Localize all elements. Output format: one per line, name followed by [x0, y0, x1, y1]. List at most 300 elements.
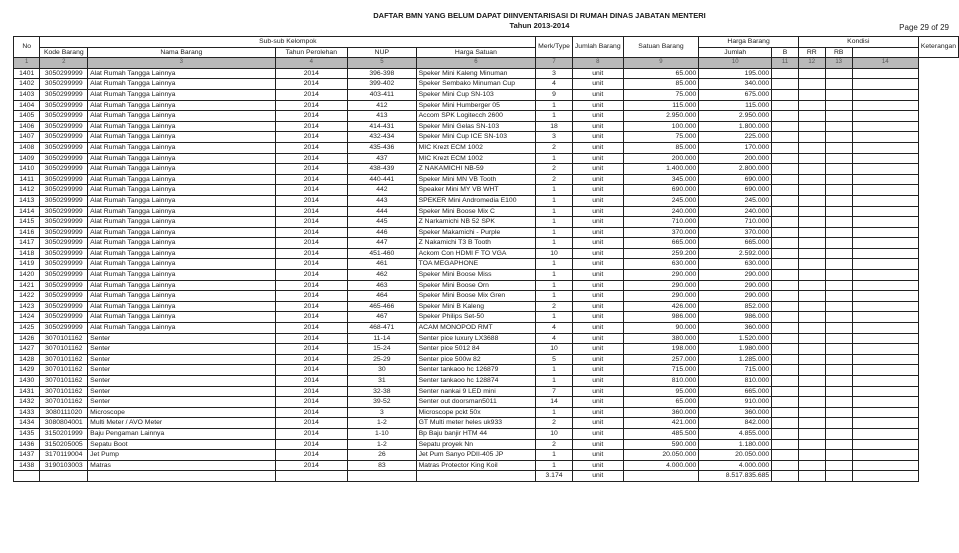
harga-satuan-cell: 421.000: [623, 418, 699, 429]
jumlah-barang-cell: 1: [536, 206, 573, 217]
table-row: [14, 185, 959, 196]
table-row: [14, 217, 959, 228]
kondisi-b-cell: [772, 195, 799, 206]
jumlah-barang-cell: 10: [536, 428, 573, 439]
jumlah-harga-cell: 240.000: [699, 206, 772, 217]
nup-cell: 3: [348, 407, 417, 418]
jumlah-harga-cell: 360.000: [699, 407, 772, 418]
kondisi-rr-cell: [798, 450, 825, 461]
empty-cell: [88, 471, 275, 482]
keterangan-cell: [852, 238, 918, 249]
harga-satuan-cell: 90.000: [623, 323, 699, 334]
satuan-barang-cell: unit: [572, 217, 623, 228]
jumlah-barang-cell: 1: [536, 407, 573, 418]
satuan-barang-cell: unit: [572, 153, 623, 164]
jumlah-harga-cell: 665.000: [699, 238, 772, 249]
satuan-barang-cell: unit: [572, 428, 623, 439]
keterangan-cell: [852, 217, 918, 228]
jumlah-barang-cell: 2: [536, 164, 573, 175]
header-merk-type: Merk/Type: [536, 37, 573, 58]
kondisi-rb-cell: [825, 323, 852, 334]
kode-barang-cell: 3050299999: [40, 121, 88, 132]
jumlah-barang-cell: 1: [536, 270, 573, 281]
column-index: 4: [275, 58, 348, 69]
jumlah-harga-cell: 2.800.000: [699, 164, 772, 175]
jumlah-harga-cell: 195.000: [699, 68, 772, 79]
nama-barang-cell: Alat Rumah Tangga Lainnya: [88, 142, 275, 153]
kondisi-rr-cell: [798, 206, 825, 217]
nama-barang-cell: Alat Rumah Tangga Lainnya: [88, 280, 275, 291]
satuan-barang-cell: unit: [572, 185, 623, 196]
merk-type-cell: Sepatu proyek Nn: [416, 439, 536, 450]
jumlah-barang-cell: 1: [536, 460, 573, 471]
jumlah-harga-cell: 630.000: [699, 259, 772, 270]
jumlah-harga-cell: 4.855.000: [699, 428, 772, 439]
satuan-barang-cell: unit: [572, 291, 623, 302]
merk-type-cell: SPEKER Mini Andromedia E100: [416, 195, 536, 206]
satuan-barang-cell: unit: [572, 100, 623, 111]
keterangan-cell: [852, 164, 918, 175]
row-no-cell: 1425: [14, 323, 40, 334]
keterangan-cell: [852, 418, 918, 429]
table-row: [14, 227, 959, 238]
table-row: [14, 301, 959, 312]
kondisi-rr-cell: [798, 89, 825, 100]
kondisi-b-cell: [772, 376, 799, 387]
kondisi-rb-cell: [825, 89, 852, 100]
harga-satuan-cell: 85.000: [623, 142, 699, 153]
kondisi-b-cell: [772, 407, 799, 418]
kondisi-rb-cell: [825, 227, 852, 238]
kondisi-rr-cell: [798, 301, 825, 312]
kode-barang-cell: 3070101162: [40, 397, 88, 408]
kondisi-rb-cell: [825, 365, 852, 376]
merk-type-cell: Speaker Mini MY VB WHT: [416, 185, 536, 196]
satuan-barang-cell: unit: [572, 397, 623, 408]
tahun-perolehan-cell: 2014: [275, 397, 348, 408]
jumlah-barang-cell: 1: [536, 259, 573, 270]
merk-type-cell: Senter pice luxury LX3688: [416, 333, 536, 344]
nama-barang-cell: Alat Rumah Tangga Lainnya: [88, 291, 275, 302]
keterangan-cell: [852, 89, 918, 100]
merk-type-cell: Speker Mini Kaleng Minuman: [416, 68, 536, 79]
kondisi-rb-cell: [825, 460, 852, 471]
row-no-cell: 1418: [14, 248, 40, 259]
merk-type-cell: Senter tankaoo hc 128874: [416, 376, 536, 387]
kondisi-rb-cell: [825, 301, 852, 312]
kode-barang-cell: 3050299999: [40, 227, 88, 238]
tahun-perolehan-cell: 2014: [275, 354, 348, 365]
table-row: [14, 89, 959, 100]
nama-barang-cell: Alat Rumah Tangga Lainnya: [88, 301, 275, 312]
kondisi-rb-cell: [825, 174, 852, 185]
jumlah-barang-cell: 10: [536, 248, 573, 259]
kondisi-b-cell: [772, 121, 799, 132]
jumlah-barang-cell: 1: [536, 185, 573, 196]
satuan-barang-cell: unit: [572, 344, 623, 355]
harga-satuan-cell: 95.000: [623, 386, 699, 397]
header-kondisi-b: B: [772, 47, 799, 58]
harga-satuan-cell: 257.000: [623, 354, 699, 365]
harga-satuan-cell: 345.000: [623, 174, 699, 185]
merk-type-cell: Z Narkamichi NB 52 SPK: [416, 217, 536, 228]
kondisi-b-cell: [772, 111, 799, 122]
harga-satuan-cell: 75.000: [623, 89, 699, 100]
keterangan-cell: [852, 386, 918, 397]
kode-barang-cell: 3150201999: [40, 428, 88, 439]
kondisi-rb-cell: [825, 79, 852, 90]
nup-cell: 399-402: [348, 79, 417, 90]
table-row: [14, 460, 959, 471]
nama-barang-cell: Alat Rumah Tangga Lainnya: [88, 238, 275, 249]
row-no-cell: 1415: [14, 217, 40, 228]
keterangan-cell: [852, 111, 918, 122]
header-harga-barang: Harga Barang: [699, 37, 798, 48]
keterangan-cell: [852, 280, 918, 291]
kondisi-rr-cell: [798, 280, 825, 291]
satuan-barang-cell: unit: [572, 68, 623, 79]
row-no-cell: 1437: [14, 450, 40, 461]
header-tahun-perolehan: Tahun Perolehan: [275, 47, 348, 58]
nup-cell: 438-439: [348, 164, 417, 175]
nama-barang-cell: Multi Meter / AVO Meter: [88, 418, 275, 429]
jumlah-barang-cell: 9: [536, 89, 573, 100]
table-body: [14, 58, 959, 482]
jumlah-barang-cell: 5: [536, 354, 573, 365]
jumlah-harga-cell: 115.000: [699, 100, 772, 111]
jumlah-barang-cell: 1: [536, 153, 573, 164]
keterangan-cell: [852, 344, 918, 355]
nup-cell: 464: [348, 291, 417, 302]
tahun-perolehan-cell: 2014: [275, 386, 348, 397]
jumlah-harga-cell: 340.000: [699, 79, 772, 90]
nup-cell: 465-466: [348, 301, 417, 312]
jumlah-harga-cell: 910.000: [699, 397, 772, 408]
nup-cell: 467: [348, 312, 417, 323]
nama-barang-cell: Alat Rumah Tangga Lainnya: [88, 259, 275, 270]
column-index: 13: [825, 58, 852, 69]
merk-type-cell: Speker Mini Boose Mix Gren: [416, 291, 536, 302]
merk-type-cell: Jet Pum Sanyo PDII-405 JP: [416, 450, 536, 461]
kondisi-rr-cell: [798, 100, 825, 111]
keterangan-cell: [852, 407, 918, 418]
keterangan-cell: [852, 354, 918, 365]
table-row: [14, 111, 959, 122]
jumlah-harga-cell: 170.000: [699, 142, 772, 153]
table-row: [14, 312, 959, 323]
satuan-barang-cell: unit: [572, 89, 623, 100]
kondisi-b-cell: [772, 174, 799, 185]
kondisi-rr-cell: [798, 344, 825, 355]
tahun-perolehan-cell: 2014: [275, 100, 348, 111]
kondisi-rb-cell: [825, 132, 852, 143]
table-row: [14, 79, 959, 90]
table-row: [14, 206, 959, 217]
kondisi-rr-cell: [798, 312, 825, 323]
nama-barang-cell: Alat Rumah Tangga Lainnya: [88, 248, 275, 259]
kondisi-rr-cell: [798, 428, 825, 439]
nup-cell: 11-14: [348, 333, 417, 344]
kondisi-b-cell: [772, 185, 799, 196]
row-no-cell: 1408: [14, 142, 40, 153]
jumlah-harga-cell: 842.000: [699, 418, 772, 429]
merk-type-cell: Speker Mini Boose Mix C: [416, 206, 536, 217]
kondisi-rr-cell: [798, 217, 825, 228]
nup-cell: 412: [348, 100, 417, 111]
harga-satuan-cell: 715.000: [623, 365, 699, 376]
keterangan-cell: [852, 121, 918, 132]
kondisi-rb-cell: [825, 195, 852, 206]
kondisi-rb-cell: [825, 142, 852, 153]
nama-barang-cell: Alat Rumah Tangga Lainnya: [88, 217, 275, 228]
keterangan-cell: [852, 270, 918, 281]
nama-barang-cell: Alat Rumah Tangga Lainnya: [88, 121, 275, 132]
row-no-cell: 1409: [14, 153, 40, 164]
kondisi-rr-cell: [798, 291, 825, 302]
kondisi-b-cell: [772, 280, 799, 291]
kondisi-rb-cell: [825, 259, 852, 270]
merk-type-cell: Speker Mini Humberger 05: [416, 100, 536, 111]
document-subtitle-year: Tahun 2013-2014: [509, 21, 570, 30]
tahun-perolehan-cell: 2014: [275, 79, 348, 90]
satuan-barang-cell: unit: [572, 195, 623, 206]
jumlah-harga-cell: 290.000: [699, 270, 772, 281]
nup-cell: 440-441: [348, 174, 417, 185]
harga-satuan-cell: 426.000: [623, 301, 699, 312]
row-no-cell: 1428: [14, 354, 40, 365]
jumlah-harga-cell: 1.800.000: [699, 121, 772, 132]
tahun-perolehan-cell: 2014: [275, 132, 348, 143]
total-row: [14, 471, 959, 482]
harga-satuan-cell: 1.400.000: [623, 164, 699, 175]
tahun-perolehan-cell: 2014: [275, 68, 348, 79]
nama-barang-cell: Alat Rumah Tangga Lainnya: [88, 227, 275, 238]
merk-type-cell: Speker Mini Boose Miss: [416, 270, 536, 281]
jumlah-harga-cell: 2.592.000: [699, 248, 772, 259]
harga-satuan-cell: 690.000: [623, 185, 699, 196]
kondisi-b-cell: [772, 418, 799, 429]
kondisi-rb-cell: [825, 248, 852, 259]
table-row: [14, 280, 959, 291]
satuan-barang-cell: unit: [572, 248, 623, 259]
empty-cell: [623, 471, 699, 482]
kondisi-b-cell: [772, 270, 799, 281]
jumlah-barang-cell: 2: [536, 142, 573, 153]
kondisi-b-cell: [772, 89, 799, 100]
kondisi-rb-cell: [825, 217, 852, 228]
nup-cell: 432-434: [348, 132, 417, 143]
header-row-1: [14, 37, 959, 48]
jumlah-harga-cell: 715.000: [699, 365, 772, 376]
keterangan-cell: [852, 100, 918, 111]
tahun-perolehan-cell: 2014: [275, 238, 348, 249]
jumlah-harga-cell: 665.000: [699, 386, 772, 397]
nama-barang-cell: Alat Rumah Tangga Lainnya: [88, 323, 275, 334]
total-jumlah-barang: 3.174: [536, 471, 573, 482]
kode-barang-cell: 3070101162: [40, 354, 88, 365]
kondisi-b-cell: [772, 100, 799, 111]
jumlah-harga-cell: 200.000: [699, 153, 772, 164]
header-keterangan: Keterangan: [918, 37, 958, 58]
column-index: 6: [416, 58, 536, 69]
kondisi-rr-cell: [798, 397, 825, 408]
kode-barang-cell: 3070101162: [40, 376, 88, 387]
tahun-perolehan-cell: 2014: [275, 460, 348, 471]
satuan-barang-cell: unit: [572, 270, 623, 281]
keterangan-cell: [852, 153, 918, 164]
kondisi-rr-cell: [798, 227, 825, 238]
nup-cell: 1-10: [348, 428, 417, 439]
row-no-cell: 1435: [14, 428, 40, 439]
empty-cell: [40, 471, 88, 482]
header-jumlah-barang: Jumlah Barang: [572, 37, 623, 58]
nama-barang-cell: Baju Pengaman Lainnya: [88, 428, 275, 439]
table-row: [14, 323, 959, 334]
tahun-perolehan-cell: 2014: [275, 323, 348, 334]
nup-cell: 468-471: [348, 323, 417, 334]
nup-cell: 30: [348, 365, 417, 376]
jumlah-harga-cell: 370.000: [699, 227, 772, 238]
jumlah-barang-cell: 1: [536, 280, 573, 291]
kondisi-b-cell: [772, 259, 799, 270]
jumlah-harga-cell: 4.000.000: [699, 460, 772, 471]
column-index-row: [14, 58, 959, 69]
jumlah-barang-cell: 1: [536, 217, 573, 228]
header-nama-barang: Nama Barang: [88, 47, 275, 58]
nup-cell: 447: [348, 238, 417, 249]
tahun-perolehan-cell: 2014: [275, 185, 348, 196]
merk-type-cell: Speker Mini Gelas SN-103: [416, 121, 536, 132]
tahun-perolehan-cell: 2014: [275, 439, 348, 450]
harga-satuan-cell: 259.200: [623, 248, 699, 259]
column-index: 9: [623, 58, 699, 69]
kode-barang-cell: 3050299999: [40, 164, 88, 175]
jumlah-barang-cell: 2: [536, 174, 573, 185]
kondisi-rb-cell: [825, 100, 852, 111]
row-no-cell: 1416: [14, 227, 40, 238]
nama-barang-cell: Senter: [88, 333, 275, 344]
merk-type-cell: Speker Mini Cup ICE SN-103: [416, 132, 536, 143]
nama-barang-cell: Alat Rumah Tangga Lainnya: [88, 270, 275, 281]
satuan-barang-cell: unit: [572, 333, 623, 344]
empty-cell: [348, 471, 417, 482]
harga-satuan-cell: 380.000: [623, 333, 699, 344]
jumlah-barang-cell: 3: [536, 68, 573, 79]
harga-satuan-cell: 245.000: [623, 195, 699, 206]
header-row-2: [14, 47, 959, 58]
jumlah-barang-cell: 2: [536, 439, 573, 450]
merk-type-cell: Speker Sembako Minuman Cup: [416, 79, 536, 90]
nama-barang-cell: Senter: [88, 386, 275, 397]
kondisi-rb-cell: [825, 439, 852, 450]
row-no-cell: 1429: [14, 365, 40, 376]
harga-satuan-cell: 290.000: [623, 270, 699, 281]
tahun-perolehan-cell: 2014: [275, 111, 348, 122]
kode-barang-cell: 3070101162: [40, 386, 88, 397]
harga-satuan-cell: 65.000: [623, 397, 699, 408]
keterangan-cell: [852, 450, 918, 461]
satuan-barang-cell: unit: [572, 206, 623, 217]
kondisi-b-cell: [772, 323, 799, 334]
kondisi-rr-cell: [798, 68, 825, 79]
empty-cell: [275, 471, 348, 482]
tahun-perolehan-cell: 2014: [275, 121, 348, 132]
merk-type-cell: Z Nakamichi T3 B Tooth: [416, 238, 536, 249]
harga-satuan-cell: 590.000: [623, 439, 699, 450]
merk-type-cell: Senter tankaoo hc 126879: [416, 365, 536, 376]
keterangan-cell: [852, 259, 918, 270]
row-no-cell: 1422: [14, 291, 40, 302]
kondisi-rr-cell: [798, 132, 825, 143]
table-row: [14, 386, 959, 397]
harga-satuan-cell: 4.000.000: [623, 460, 699, 471]
keterangan-cell: [852, 206, 918, 217]
jumlah-barang-cell: 18: [536, 121, 573, 132]
tahun-perolehan-cell: 2014: [275, 365, 348, 376]
nama-barang-cell: Senter: [88, 344, 275, 355]
nup-cell: 396-398: [348, 68, 417, 79]
merk-type-cell: Speker Mini MN VB Tooth: [416, 174, 536, 185]
column-index: 7: [536, 58, 573, 69]
kondisi-b-cell: [772, 312, 799, 323]
harga-satuan-cell: 986.000: [623, 312, 699, 323]
keterangan-cell: [852, 460, 918, 471]
kondisi-rr-cell: [798, 174, 825, 185]
satuan-barang-cell: unit: [572, 301, 623, 312]
tahun-perolehan-cell: 2014: [275, 248, 348, 259]
harga-satuan-cell: 115.000: [623, 100, 699, 111]
harga-satuan-cell: 710.000: [623, 217, 699, 228]
keterangan-cell: [852, 227, 918, 238]
harga-satuan-cell: 370.000: [623, 227, 699, 238]
nup-cell: 1-2: [348, 418, 417, 429]
harga-satuan-cell: 198.000: [623, 344, 699, 355]
row-no-cell: 1401: [14, 68, 40, 79]
table-row: [14, 428, 959, 439]
satuan-barang-cell: unit: [572, 418, 623, 429]
satuan-barang-cell: unit: [572, 280, 623, 291]
keterangan-cell: [852, 301, 918, 312]
nama-barang-cell: Alat Rumah Tangga Lainnya: [88, 195, 275, 206]
tahun-perolehan-cell: 2014: [275, 153, 348, 164]
nup-cell: 83: [348, 460, 417, 471]
jumlah-harga-cell: 360.000: [699, 323, 772, 334]
satuan-barang-cell: unit: [572, 450, 623, 461]
row-no-cell: 1412: [14, 185, 40, 196]
satuan-barang-cell: unit: [572, 174, 623, 185]
tahun-perolehan-cell: 2014: [275, 333, 348, 344]
kondisi-b-cell: [772, 68, 799, 79]
nup-cell: 463: [348, 280, 417, 291]
header-no: No: [14, 37, 40, 58]
table-row: [14, 344, 959, 355]
kode-barang-cell: 3050299999: [40, 174, 88, 185]
kondisi-b-cell: [772, 217, 799, 228]
row-no-cell: 1406: [14, 121, 40, 132]
jumlah-harga-cell: 1.520.000: [699, 333, 772, 344]
kondisi-rr-cell: [798, 407, 825, 418]
kondisi-rr-cell: [798, 248, 825, 259]
nama-barang-cell: Alat Rumah Tangga Lainnya: [88, 89, 275, 100]
row-no-cell: 1434: [14, 418, 40, 429]
header-satuan-barang: Satuan Barang: [623, 37, 699, 58]
nama-barang-cell: Senter: [88, 365, 275, 376]
nama-barang-cell: Alat Rumah Tangga Lainnya: [88, 164, 275, 175]
tahun-perolehan-cell: 2014: [275, 174, 348, 185]
table-row: [14, 439, 959, 450]
kode-barang-cell: 3050299999: [40, 195, 88, 206]
nup-cell: 444: [348, 206, 417, 217]
